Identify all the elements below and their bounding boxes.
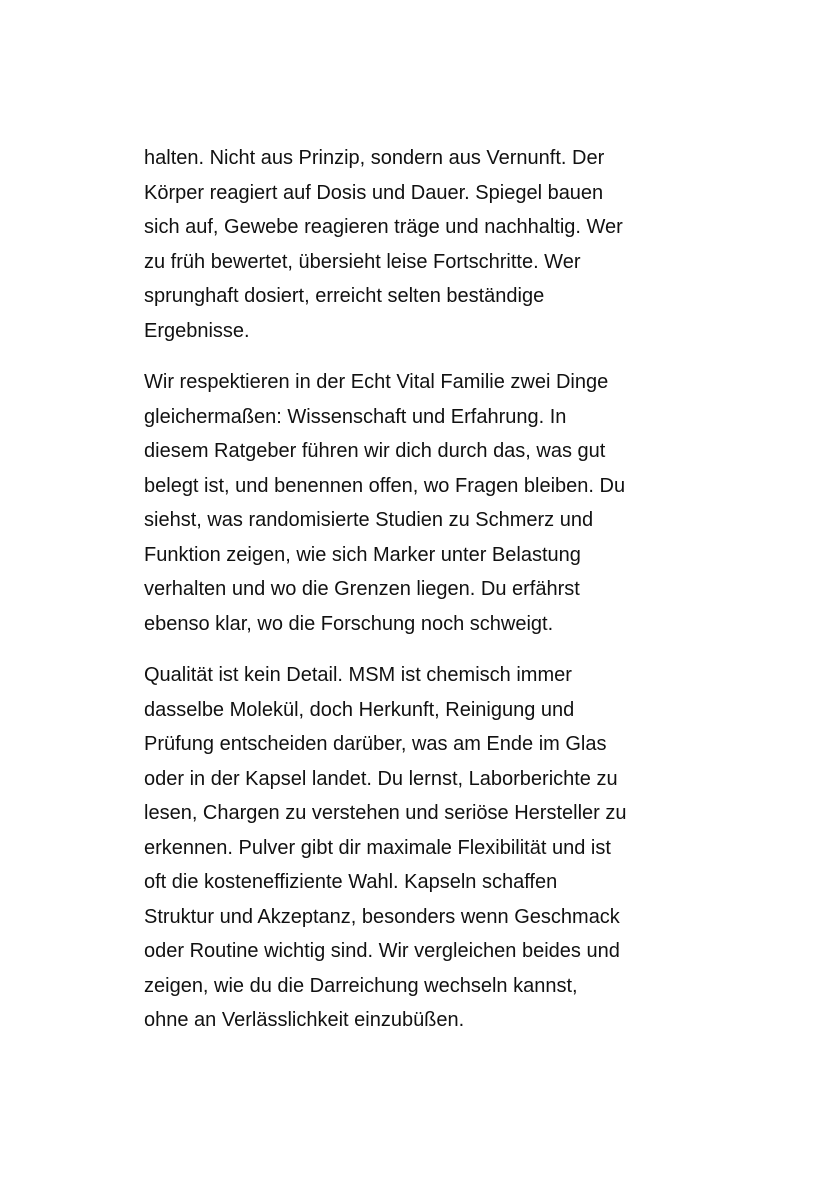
paragraph-2	[144, 365, 710, 641]
text-line: verhalten und wo die Grenzen liegen. Du erfährst	[144, 578, 580, 600]
text-line: zeigen, wie du die Darreichung wechseln kannst,	[144, 974, 578, 997]
text-line: oft die kosteneffiziente Wahl. Kapseln schaffen	[144, 871, 558, 893]
text-line: dasselbe Molekül, doch Herkunft, Reinigung und	[144, 698, 575, 721]
text-line: Wir respektieren in der Echt Vital Familie zwei Dinge	[144, 371, 609, 393]
text-line: sich auf, Gewebe reagieren träge und nachhaltig. Wer	[144, 216, 623, 238]
text-line: lesen, Chargen zu verstehen und seriöse Hersteller zu	[144, 802, 627, 824]
text-line: ohne an Verlässlichkeit einzubüßen.	[144, 1009, 465, 1031]
text-line: halten. Nicht aus Prinzip, sondern aus Vernunft. Der	[144, 147, 605, 169]
body-text	[144, 141, 710, 1055]
text-line: oder Routine wichtig sind. Wir vergleichen beides und	[144, 940, 620, 962]
paragraph-1	[144, 141, 710, 348]
text-line: belegt ist, und benennen offen, wo Fragen bleiben. Du	[144, 474, 626, 497]
text-line: zu früh bewertet, übersieht leise Fortschritte. Wer	[144, 250, 581, 273]
text-line: Struktur und Akzeptanz, besonders wenn Geschmack	[144, 905, 620, 928]
paragraph-3	[144, 658, 710, 1038]
text-line: Prüfung entscheiden darüber, was am Ende im Glas	[144, 733, 607, 755]
text-line: Ergebnisse.	[144, 319, 250, 342]
text-line: Qualität ist kein Detail. MSM ist chemisch immer	[144, 664, 572, 686]
text-line: gleichermaßen: Wissenschaft und Erfahrung. In	[144, 405, 567, 428]
text-line: Körper reagiert auf Dosis und Dauer. Spiegel bauen	[144, 181, 604, 204]
text-line: sprunghaft dosiert, erreicht selten beständige	[144, 285, 545, 307]
text-line: oder in der Kapsel landet. Du lernst, Laborberichte zu	[144, 767, 618, 790]
text-line: ebenso klar, wo die Forschung noch schweigt.	[144, 612, 554, 635]
text-line: siehst, was randomisierte Studien zu Schmerz und	[144, 509, 594, 531]
text-line: diesem Ratgeber führen wir dich durch das, was gut	[144, 440, 606, 462]
text-line: erkennen. Pulver gibt dir maximale Flexibilität und ist	[144, 836, 611, 859]
text-line: Funktion zeigen, wie sich Marker unter Belastung	[144, 543, 581, 566]
